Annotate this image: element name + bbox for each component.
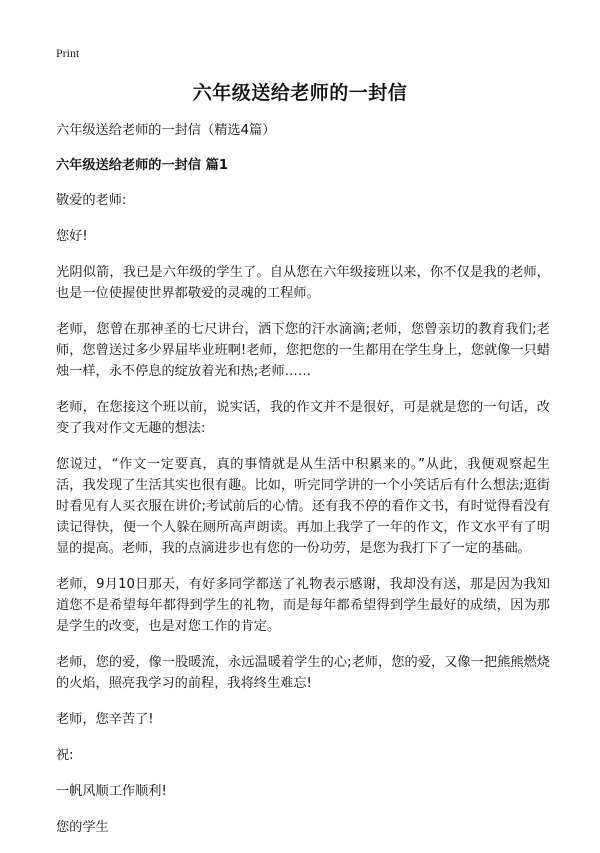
closing-wish: 一帆风顺工作顺利! — [56, 784, 167, 799]
print-link[interactable]: Print — [56, 46, 80, 60]
document-body — [56, 120, 550, 853]
document-subtitle: 六年级送给老师的一封信（精选4篇） — [56, 123, 276, 138]
body-paragraph: 老师，您曾在那神圣的七尺讲台，洒下您的汗水滴滴;老师，您曾亲切的教育我们;老师，您曾送过多少界届毕业班啊!老师，您把您的一生都用在学生身上，您就像一只蜡烛一样，永不停息的绽放着光和热;老师…… — [56, 322, 550, 379]
closing-wish-label: 祝: — [56, 748, 74, 763]
body-paragraph: 老师，您的爱，像一股暖流，永远温暖着学生的心;老师，您的爱，又像一把熊熊燃烧的火焰，照亮我学习的前程，我将终生难忘! — [56, 655, 550, 691]
signature-line: 您的学生 — [56, 820, 109, 835]
body-paragraph: 您说过，“作文一定要真，真的事情就是从生活中积累来的。”从此，我便观察起生活，我发现了生活其实也很有趣。比如，听完同学讲的一个小笑话后有什么想法;逛街时看见有人买衣服在讲价;考试前后的心情。还有我不停的看作文书，有时觉得看没有读记得快，便一个人躲在厕所高声朗读。再加上我学了一年的作文，作文水平有了明显的提高。老师，我的点滴进步也有您的一份功劳，是您为我打下了一定的基础。 — [56, 457, 550, 556]
body-paragraph: 老师，在您接这个班以前，说实话，我的作文并不是很好，可是就是您的一句话，改变了我对作文无趣的想法: — [56, 400, 550, 436]
page-title: 六年级送给老师的一封信 — [192, 82, 408, 104]
body-paragraph: 光阴似箭，我已是六年级的学生了。自从您在六年级接班以来，你不仅是我的老师，也是一位使握使世界都敬爱的灵魂的工程师。 — [56, 265, 550, 301]
salutation: 敬爱的老师: — [56, 193, 127, 208]
closing-line: 老师，您辛苦了! — [56, 712, 154, 727]
section-heading: 六年级送给老师的一封信 篇1 — [56, 158, 229, 173]
body-paragraph: 老师，9月10日那天，有好多同学都送了礼物表示感谢，我却没有送，那是因为我知道您不是希望每年都得到学生的礼物，而是每年都希望得到学生最好的成绩，因为那是学生的改变，也是对您工作的肯定。 — [56, 577, 550, 634]
greeting: 您好! — [56, 229, 88, 244]
